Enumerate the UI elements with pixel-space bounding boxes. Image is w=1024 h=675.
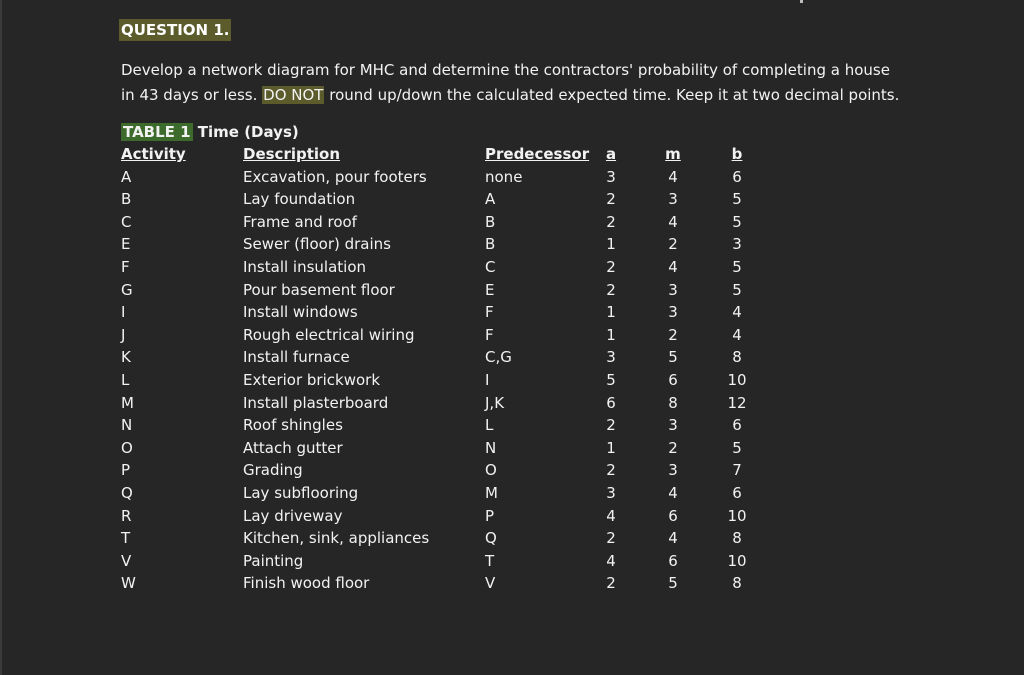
cell-a: 4 bbox=[606, 506, 616, 525]
cell-predecessor: Q bbox=[485, 529, 497, 548]
cell-description: Excavation, pour footers bbox=[243, 167, 427, 186]
question-heading: QUESTION 1. bbox=[121, 21, 230, 39]
cell-b: 8 bbox=[732, 529, 742, 548]
cell-b: 3 bbox=[732, 235, 742, 254]
cell-description: Exterior brickwork bbox=[243, 370, 380, 389]
cell-description: Lay driveway bbox=[243, 506, 343, 525]
cell-predecessor: P bbox=[485, 506, 495, 525]
cell-m: 3 bbox=[668, 303, 678, 322]
table-row bbox=[119, 301, 757, 324]
question-prompt bbox=[121, 58, 921, 108]
cell-activity: K bbox=[121, 348, 131, 367]
cell-description: Roof shingles bbox=[243, 416, 343, 435]
table-row bbox=[119, 414, 757, 437]
cell-m: 6 bbox=[668, 506, 678, 525]
header-activity: Activity bbox=[121, 145, 186, 163]
cell-activity: P bbox=[121, 461, 131, 480]
cell-b: 10 bbox=[727, 370, 747, 389]
table-row bbox=[119, 256, 757, 279]
table-row bbox=[119, 369, 757, 392]
cell-a: 1 bbox=[606, 438, 616, 457]
table-row bbox=[119, 505, 757, 528]
cell-activity: C bbox=[121, 212, 132, 231]
cell-b: 12 bbox=[727, 393, 747, 412]
cell-m: 6 bbox=[668, 551, 678, 570]
cell-description: Install plasterboard bbox=[243, 393, 389, 412]
cell-description: Grading bbox=[243, 461, 303, 480]
cell-description: Pour basement floor bbox=[243, 280, 395, 299]
cell-b: 8 bbox=[732, 348, 742, 367]
cell-activity: W bbox=[121, 574, 136, 593]
cell-description: Painting bbox=[243, 551, 304, 570]
cell-m: 2 bbox=[668, 438, 678, 457]
prompt-line-2-start: in 43 days or less. bbox=[121, 86, 263, 104]
cell-activity: M bbox=[121, 393, 134, 412]
cell-predecessor: A bbox=[485, 190, 496, 209]
header-predecessor: Predecessor bbox=[485, 145, 590, 163]
cell-b: 5 bbox=[732, 280, 742, 299]
header-b: b bbox=[731, 145, 743, 163]
cell-predecessor: B bbox=[485, 235, 496, 254]
cell-predecessor: B bbox=[485, 212, 496, 231]
cell-b: 5 bbox=[732, 190, 742, 209]
cell-activity: N bbox=[121, 416, 133, 435]
cell-predecessor: M bbox=[485, 483, 498, 502]
cell-activity: J bbox=[121, 325, 126, 344]
prompt-line-2-end: round up/down the calculated expected time. Keep it at two decimal points. bbox=[324, 86, 900, 104]
cell-activity: B bbox=[121, 190, 132, 209]
cell-m: 5 bbox=[668, 348, 678, 367]
table-row bbox=[119, 482, 757, 505]
cell-predecessor: C,G bbox=[485, 348, 512, 367]
table-row bbox=[119, 233, 757, 256]
cell-b: 6 bbox=[732, 416, 742, 435]
table-header-row bbox=[119, 143, 757, 166]
cell-a: 2 bbox=[606, 280, 616, 299]
cell-a: 1 bbox=[606, 235, 616, 254]
cell-m: 8 bbox=[668, 393, 678, 412]
cell-a: 3 bbox=[606, 483, 616, 502]
prompt-line-1: Develop a network diagram for MHC and determine the contractors' probability of completing a house bbox=[121, 61, 890, 79]
cell-m: 3 bbox=[668, 416, 678, 435]
cell-b: 6 bbox=[732, 167, 742, 186]
cell-b: 5 bbox=[732, 212, 742, 231]
cell-description: Install insulation bbox=[243, 257, 367, 276]
header-a: a bbox=[605, 145, 617, 163]
table-row bbox=[119, 459, 757, 482]
cell-description: Attach gutter bbox=[243, 438, 343, 457]
cell-a: 2 bbox=[606, 461, 616, 480]
cell-predecessor: E bbox=[485, 280, 495, 299]
table-row bbox=[119, 279, 757, 302]
cell-activity: A bbox=[121, 167, 132, 186]
cell-description: Frame and roof bbox=[243, 212, 357, 231]
cell-activity: I bbox=[121, 303, 126, 322]
cell-b: 8 bbox=[732, 574, 742, 593]
cell-predecessor: L bbox=[485, 416, 494, 435]
cell-b: 7 bbox=[732, 461, 742, 480]
cell-activity: F bbox=[121, 257, 130, 276]
table-row bbox=[119, 550, 757, 573]
cell-description: Sewer (floor) drains bbox=[243, 235, 391, 254]
cell-a: 2 bbox=[606, 212, 616, 231]
table-caption-rest: Time (Days) bbox=[192, 123, 299, 141]
cell-a: 5 bbox=[606, 370, 616, 389]
table-row bbox=[119, 527, 757, 550]
table-row bbox=[119, 346, 757, 369]
cell-predecessor: J,K bbox=[485, 393, 505, 412]
cell-activity: V bbox=[121, 551, 132, 570]
cell-description: Install windows bbox=[243, 303, 358, 322]
table-row bbox=[119, 188, 757, 211]
cell-a: 1 bbox=[606, 303, 616, 322]
cell-description: Finish wood floor bbox=[243, 574, 370, 593]
cell-b: 5 bbox=[732, 257, 742, 276]
cell-b: 10 bbox=[727, 551, 747, 570]
page-mark bbox=[800, 0, 803, 3]
cell-b: 6 bbox=[732, 483, 742, 502]
cell-a: 2 bbox=[606, 257, 616, 276]
cell-a: 3 bbox=[606, 348, 616, 367]
table-row bbox=[119, 392, 757, 415]
header-m: m bbox=[665, 145, 681, 163]
cell-a: 1 bbox=[606, 325, 616, 344]
table-row bbox=[119, 572, 757, 595]
cell-predecessor: V bbox=[485, 574, 496, 593]
cell-m: 4 bbox=[668, 257, 678, 276]
cell-m: 3 bbox=[668, 461, 678, 480]
cell-activity: Q bbox=[121, 483, 133, 502]
table-row bbox=[119, 166, 757, 189]
table-row bbox=[119, 324, 757, 347]
cell-activity: O bbox=[121, 438, 133, 457]
cell-predecessor: O bbox=[485, 461, 497, 480]
cell-m: 4 bbox=[668, 529, 678, 548]
cell-description: Kitchen, sink, appliances bbox=[243, 529, 430, 548]
cell-predecessor: none bbox=[485, 167, 523, 186]
cell-a: 2 bbox=[606, 416, 616, 435]
cell-m: 2 bbox=[668, 325, 678, 344]
table-caption bbox=[121, 122, 299, 142]
cell-a: 6 bbox=[606, 393, 616, 412]
cell-activity: E bbox=[121, 235, 131, 254]
table-row bbox=[119, 437, 757, 460]
prompt-do-not-highlight: DO NOT bbox=[263, 86, 324, 104]
cell-m: 5 bbox=[668, 574, 678, 593]
table-caption-label: TABLE 1 bbox=[123, 123, 191, 141]
table-body bbox=[119, 166, 757, 595]
header-description: Description bbox=[243, 145, 341, 163]
cell-m: 3 bbox=[668, 190, 678, 209]
cell-a: 2 bbox=[606, 529, 616, 548]
cell-a: 2 bbox=[606, 190, 616, 209]
cell-predecessor: I bbox=[485, 370, 490, 389]
cell-a: 4 bbox=[606, 551, 616, 570]
cell-m: 4 bbox=[668, 483, 678, 502]
cell-predecessor: T bbox=[485, 551, 495, 570]
cell-m: 4 bbox=[668, 212, 678, 231]
cell-b: 4 bbox=[732, 303, 742, 322]
cell-predecessor: F bbox=[485, 325, 494, 344]
cell-description: Rough electrical wiring bbox=[243, 325, 415, 344]
cell-a: 2 bbox=[606, 574, 616, 593]
cell-description: Lay foundation bbox=[243, 190, 356, 209]
cell-activity: G bbox=[121, 280, 133, 299]
cell-description: Lay subflooring bbox=[243, 483, 359, 502]
page-edge-divider bbox=[0, 0, 2, 675]
activity-table bbox=[119, 143, 757, 595]
cell-activity: R bbox=[121, 506, 132, 525]
cell-b: 10 bbox=[727, 506, 747, 525]
cell-description: Install furnace bbox=[243, 348, 350, 367]
cell-m: 4 bbox=[668, 167, 678, 186]
cell-activity: L bbox=[121, 370, 130, 389]
cell-m: 3 bbox=[668, 280, 678, 299]
cell-m: 2 bbox=[668, 235, 678, 254]
cell-b: 5 bbox=[732, 438, 742, 457]
cell-b: 4 bbox=[732, 325, 742, 344]
cell-predecessor: N bbox=[485, 438, 497, 457]
cell-predecessor: F bbox=[485, 303, 494, 322]
cell-a: 3 bbox=[606, 167, 616, 186]
cell-m: 6 bbox=[668, 370, 678, 389]
cell-activity: T bbox=[121, 529, 131, 548]
table-row bbox=[119, 211, 757, 234]
cell-predecessor: C bbox=[485, 257, 496, 276]
